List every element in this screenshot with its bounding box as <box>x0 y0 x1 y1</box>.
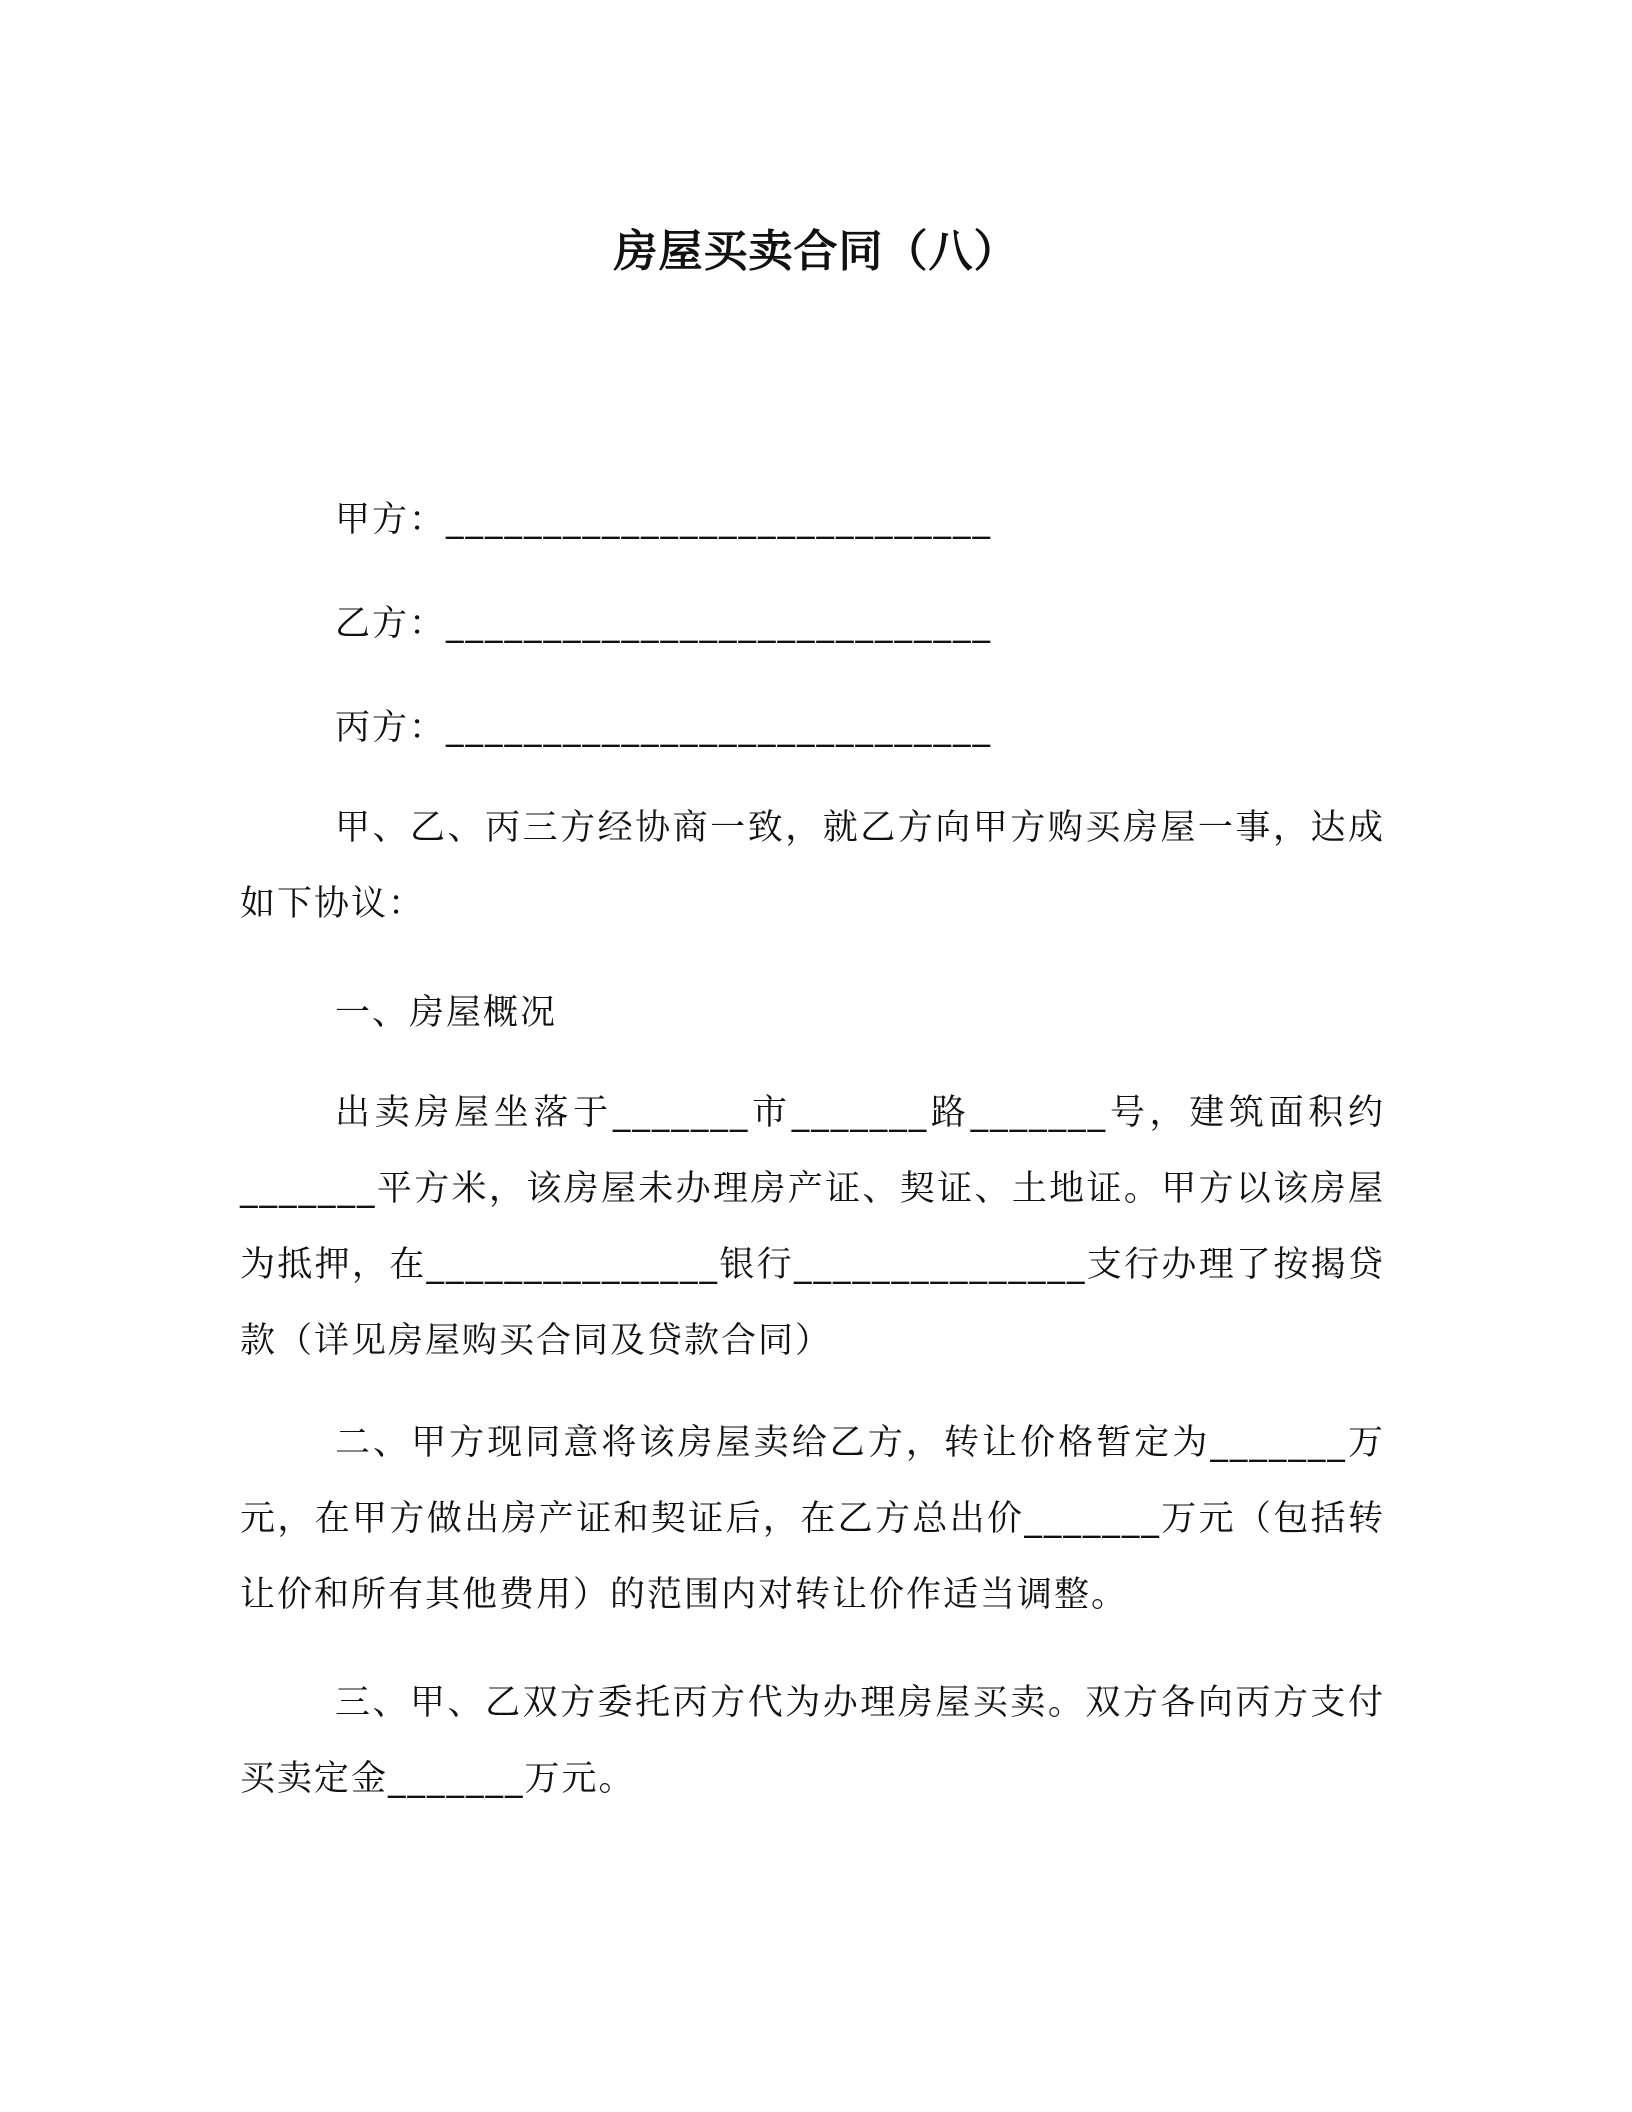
section-1-heading-block <box>240 975 1385 1051</box>
section-1-heading: 一、房屋概况 <box>335 993 558 1033</box>
intro-paragraph <box>240 790 1385 942</box>
section-3-text: 三、甲、乙双方委托丙方代为办理房屋买卖。双方各向丙方支付买卖定金_______万元。 <box>240 1683 1385 1799</box>
party-b-line: 乙方：____________________________ <box>335 604 993 644</box>
document-title: 房屋买卖合同（八） <box>613 226 1019 277</box>
section-1-body-block <box>240 1075 1385 1379</box>
party-a-line: 甲方：____________________________ <box>335 500 993 540</box>
section-2-text: 二、甲方现同意将该房屋卖给乙方，转让价格暂定为_______万元，在甲方做出房产证和契证后，在乙方总出价_______万元（包括转让价和所有其他费用）的范围内对转让价作适当调整。 <box>240 1423 1385 1615</box>
section-2-block <box>240 1405 1385 1633</box>
intro-text: 甲、乙、丙三方经协商一致，就乙方向甲方购买房屋一事，达成如下协议： <box>240 808 1385 924</box>
party-c-line: 丙方：____________________________ <box>335 708 993 748</box>
section-1-body: 出卖房屋坐落于_______市_______路_______号，建筑面积约_______平方米，该房屋未办理房产证、契证、土地证。甲方以该房屋为抵押，在_______________银行_______________支行办理了按揭贷款（详见房屋购买合同及贷款合同） <box>240 1093 1385 1361</box>
section-3-block <box>240 1665 1385 1817</box>
